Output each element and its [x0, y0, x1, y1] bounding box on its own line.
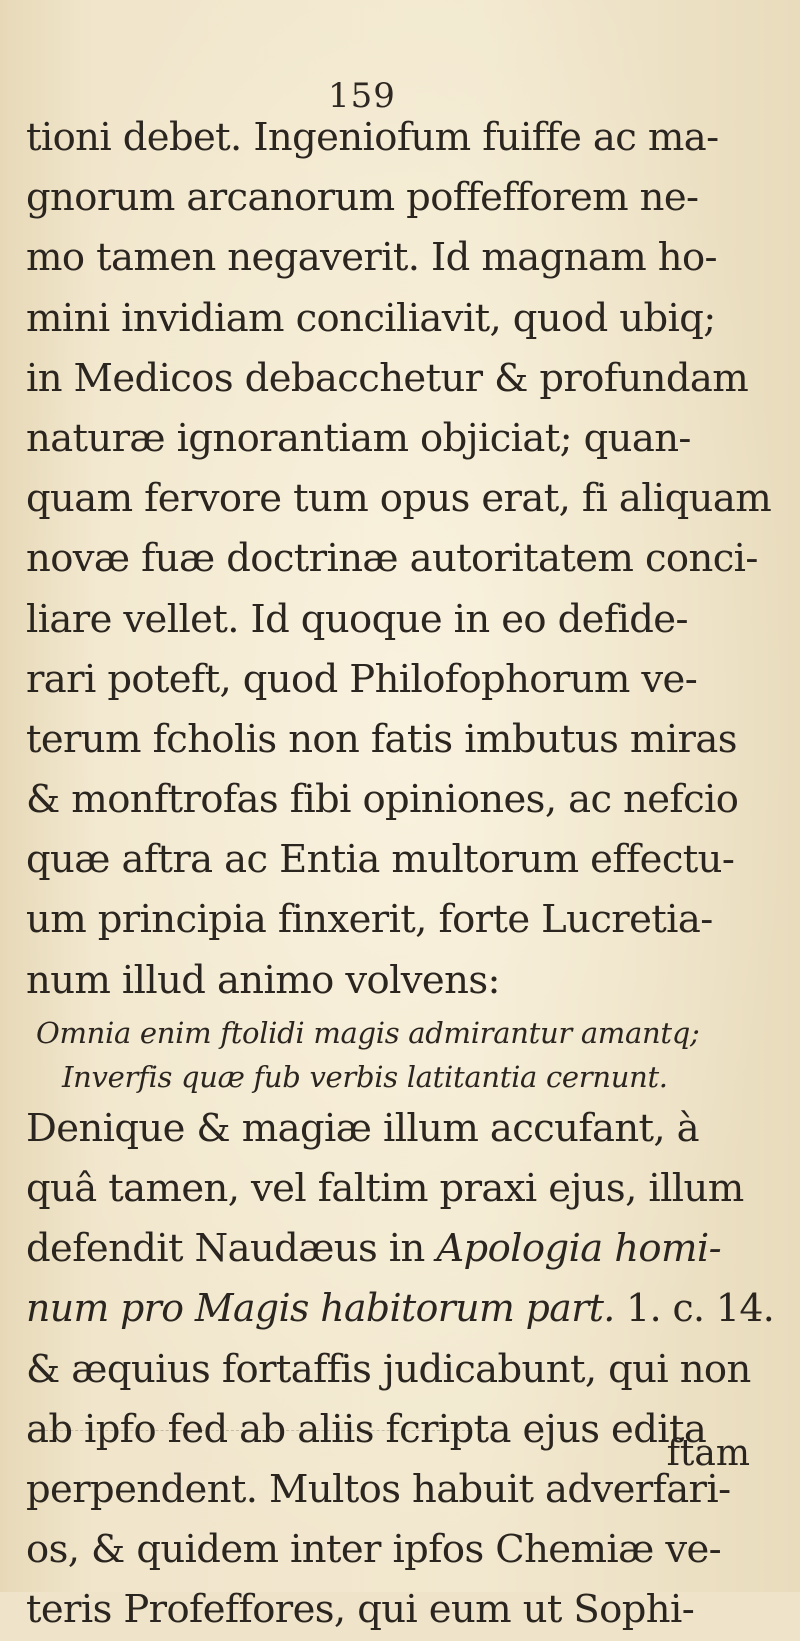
text-line: liare vellet. Id quoque in eo defide-	[26, 596, 688, 642]
text-line: gnorum arcanorum poffefforem ne-	[26, 175, 699, 221]
verse-line: Omnia enim ftolidi magis admirantur amantq;	[36, 1015, 700, 1050]
bottom-rule	[30, 1430, 470, 1431]
italic-reference: Apologia homi-	[436, 1226, 722, 1272]
text-line: rari poteft, quod Philofophorum ve-	[26, 656, 698, 702]
text-line: quâ tamen, vel faltim praxi ejus, illum	[26, 1166, 744, 1211]
text-line: perpendent. Multos habuit adverfari-	[26, 1466, 731, 1512]
text-line: in Medicos debacchetur & profundam	[26, 355, 749, 401]
text-line: num illud animo volvens:	[26, 957, 500, 1003]
text-line: mini invidiam conciliavit, quod ubiq;	[26, 295, 716, 341]
verse-line: Inverfis quæ fub verbis latitantia cernunt.	[62, 1059, 668, 1094]
text-line: ab ipfo fed ab aliis fcripta ejus edita	[26, 1406, 707, 1452]
text-line: mo tamen negaverit. Id magnam ho-	[26, 235, 717, 281]
text-line: Denique & magiæ illum accufant, à	[26, 1105, 700, 1151]
text-line-with-reference	[26, 1219, 774, 1279]
italic-reference: num pro Magis habitorum part.	[26, 1286, 615, 1332]
page-number: 159	[328, 76, 396, 116]
text-line: quam fervore tum opus erat, fi aliquam	[26, 476, 772, 522]
text-line: novæ fuæ doctrinæ autoritatem conci-	[26, 536, 758, 582]
text-segment: defendit Naudæus in	[26, 1226, 425, 1272]
text-line: naturæ ignorantiam objiciat; quan-	[26, 415, 691, 461]
body-text	[26, 108, 774, 1641]
text-line: & æquius fortaffis judicabunt, qui non	[26, 1346, 751, 1392]
text-line: quæ aftra ac Entia multorum effectu-	[26, 837, 735, 883]
text-line: tioni debet. Ingeniofum fuiffe ac ma-	[26, 115, 719, 160]
text-line: os, & quidem inter ipfos Chemiæ ve-	[26, 1527, 722, 1573]
catchword: ftam	[666, 1433, 750, 1474]
text-line: & monftrofas fibi opiniones, ac nefcio	[26, 777, 739, 823]
text-line-with-reference	[26, 1279, 774, 1339]
text-line: um principia finxerit, forte Lucretia-	[26, 897, 713, 943]
reference-locator: 1. c. 14.	[626, 1286, 775, 1332]
text-line: teris Profeffores, qui eum ut Sophi-	[26, 1587, 695, 1633]
text-line: terum fcholis non fatis imbutus miras	[26, 716, 737, 762]
